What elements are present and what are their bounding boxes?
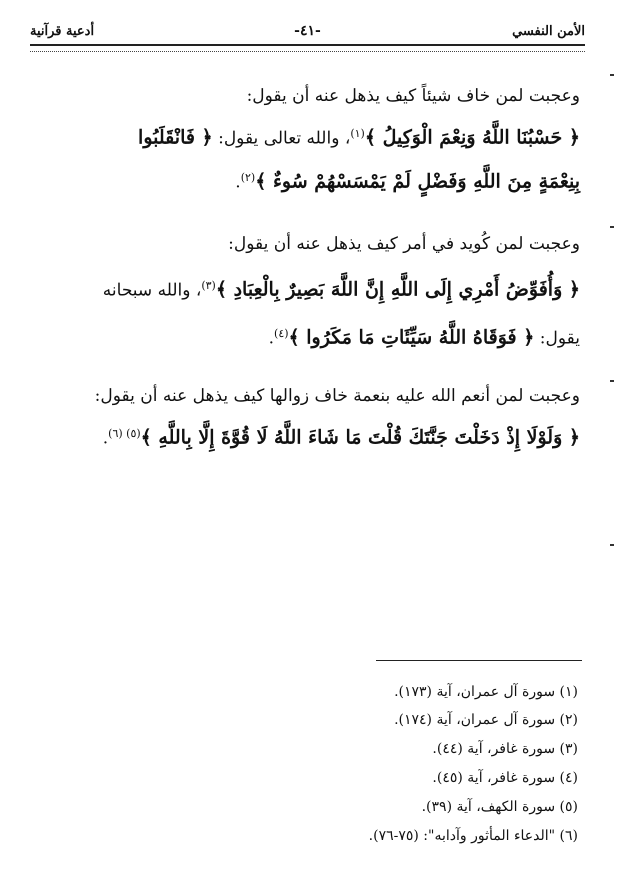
paragraph-3-intro: وعجبت لمن أنعم الله عليه بنعمة خاف زوالها كيف يذهل عنه أن يقول: (94, 386, 580, 406)
paragraph-2-line-3 (60, 328, 580, 348)
margin-mark (610, 380, 614, 382)
sentence-end: . (235, 172, 241, 193)
footnote-ref-3: (٣) (201, 279, 216, 292)
verse-fawaqahu: ﴿ فَوَقَاهُ اللَّهُ سَيِّئَاتِ مَا مَكَرُوا ﴾ (288, 326, 535, 349)
verse-walawla: ﴿ وَلَوْلَا إِذْ دَخَلْتَ جَنَّتَكَ قُلْتَ مَا شَاءَ اللَّهُ لَا قُوَّةَ إِلَّا بِاللَّهِ ﴾ (140, 426, 580, 449)
page-number: -٤١- (294, 23, 321, 39)
footnote-ref-2: (٢) (240, 171, 256, 184)
paragraph-1-line-2 (60, 128, 580, 148)
margin-mark (610, 74, 614, 76)
paragraph-1-line-3 (60, 172, 580, 192)
margin-mark (610, 544, 614, 546)
verse-fanqalabu-start: ﴿ فَانْقَلَبُوا (138, 126, 213, 149)
footnote-2: (٢) سورة آل عمران، آية (١٧٤). (394, 712, 578, 728)
says-label: يقول: (539, 328, 580, 349)
footnote-3: (٣) سورة غافر، آية (٤٤). (432, 741, 578, 757)
footnote-ref-5-6: (٥) (٦) (108, 427, 141, 440)
paragraph-2-intro: وعجبت لمن كُويد في أمر كيف يذهل عنه أن يقول: (228, 234, 580, 254)
header-rule (30, 44, 585, 52)
paragraph-1-intro: وعجبت لمن خاف شيئاً كيف يذهل عنه أن يقول: (246, 86, 580, 106)
header-chapter-title: الأمن النفسي (512, 24, 585, 39)
footnote-ref-1: (١) (350, 127, 365, 140)
footnote-1: (١) سورة آل عمران، آية (١٧٣). (394, 684, 578, 700)
sentence-end: . (268, 328, 275, 349)
footnote-separator (376, 660, 582, 661)
footnote-6: (٦) "الدعاء المأثور وآدابه": (٧٥-٧٦). (368, 828, 578, 844)
footnote-5: (٥) سورة الكهف، آية (٣٩). (421, 799, 578, 815)
paragraph-3-line-2 (60, 428, 580, 448)
running-header (30, 24, 585, 44)
verse-fanqalabu-end: بِنِعْمَةٍ مِنَ اللَّهِ وَفَضْلٍ لَمْ يَمْسَسْهُمْ سُوءٌ ﴾ (255, 170, 580, 193)
paragraph-2-line-2 (60, 280, 580, 300)
footnote-ref-4: (٤) (274, 327, 289, 340)
connector-text: ، والله تعالى يقول: (218, 128, 351, 149)
sentence-end: . (102, 428, 109, 449)
verse-hasbuna: ﴿ حَسْبُنَا اللَّهُ وَنِعْمَ الْوَكِيلُ ﴾ (364, 126, 580, 149)
margin-mark (610, 226, 614, 228)
connector-text: ، والله سبحانه (102, 280, 202, 301)
header-section-title: أدعية قرآنية (30, 24, 95, 39)
footnote-4: (٤) سورة غافر، آية (٤٥). (432, 770, 578, 786)
verse-ufawwidu: ﴿ وَأُفَوِّضُ أَمْرِي إِلَى اللَّهِ إِنَّ اللَّهَ بَصِيرٌ بِالْعِبَادِ ﴾ (215, 278, 580, 301)
